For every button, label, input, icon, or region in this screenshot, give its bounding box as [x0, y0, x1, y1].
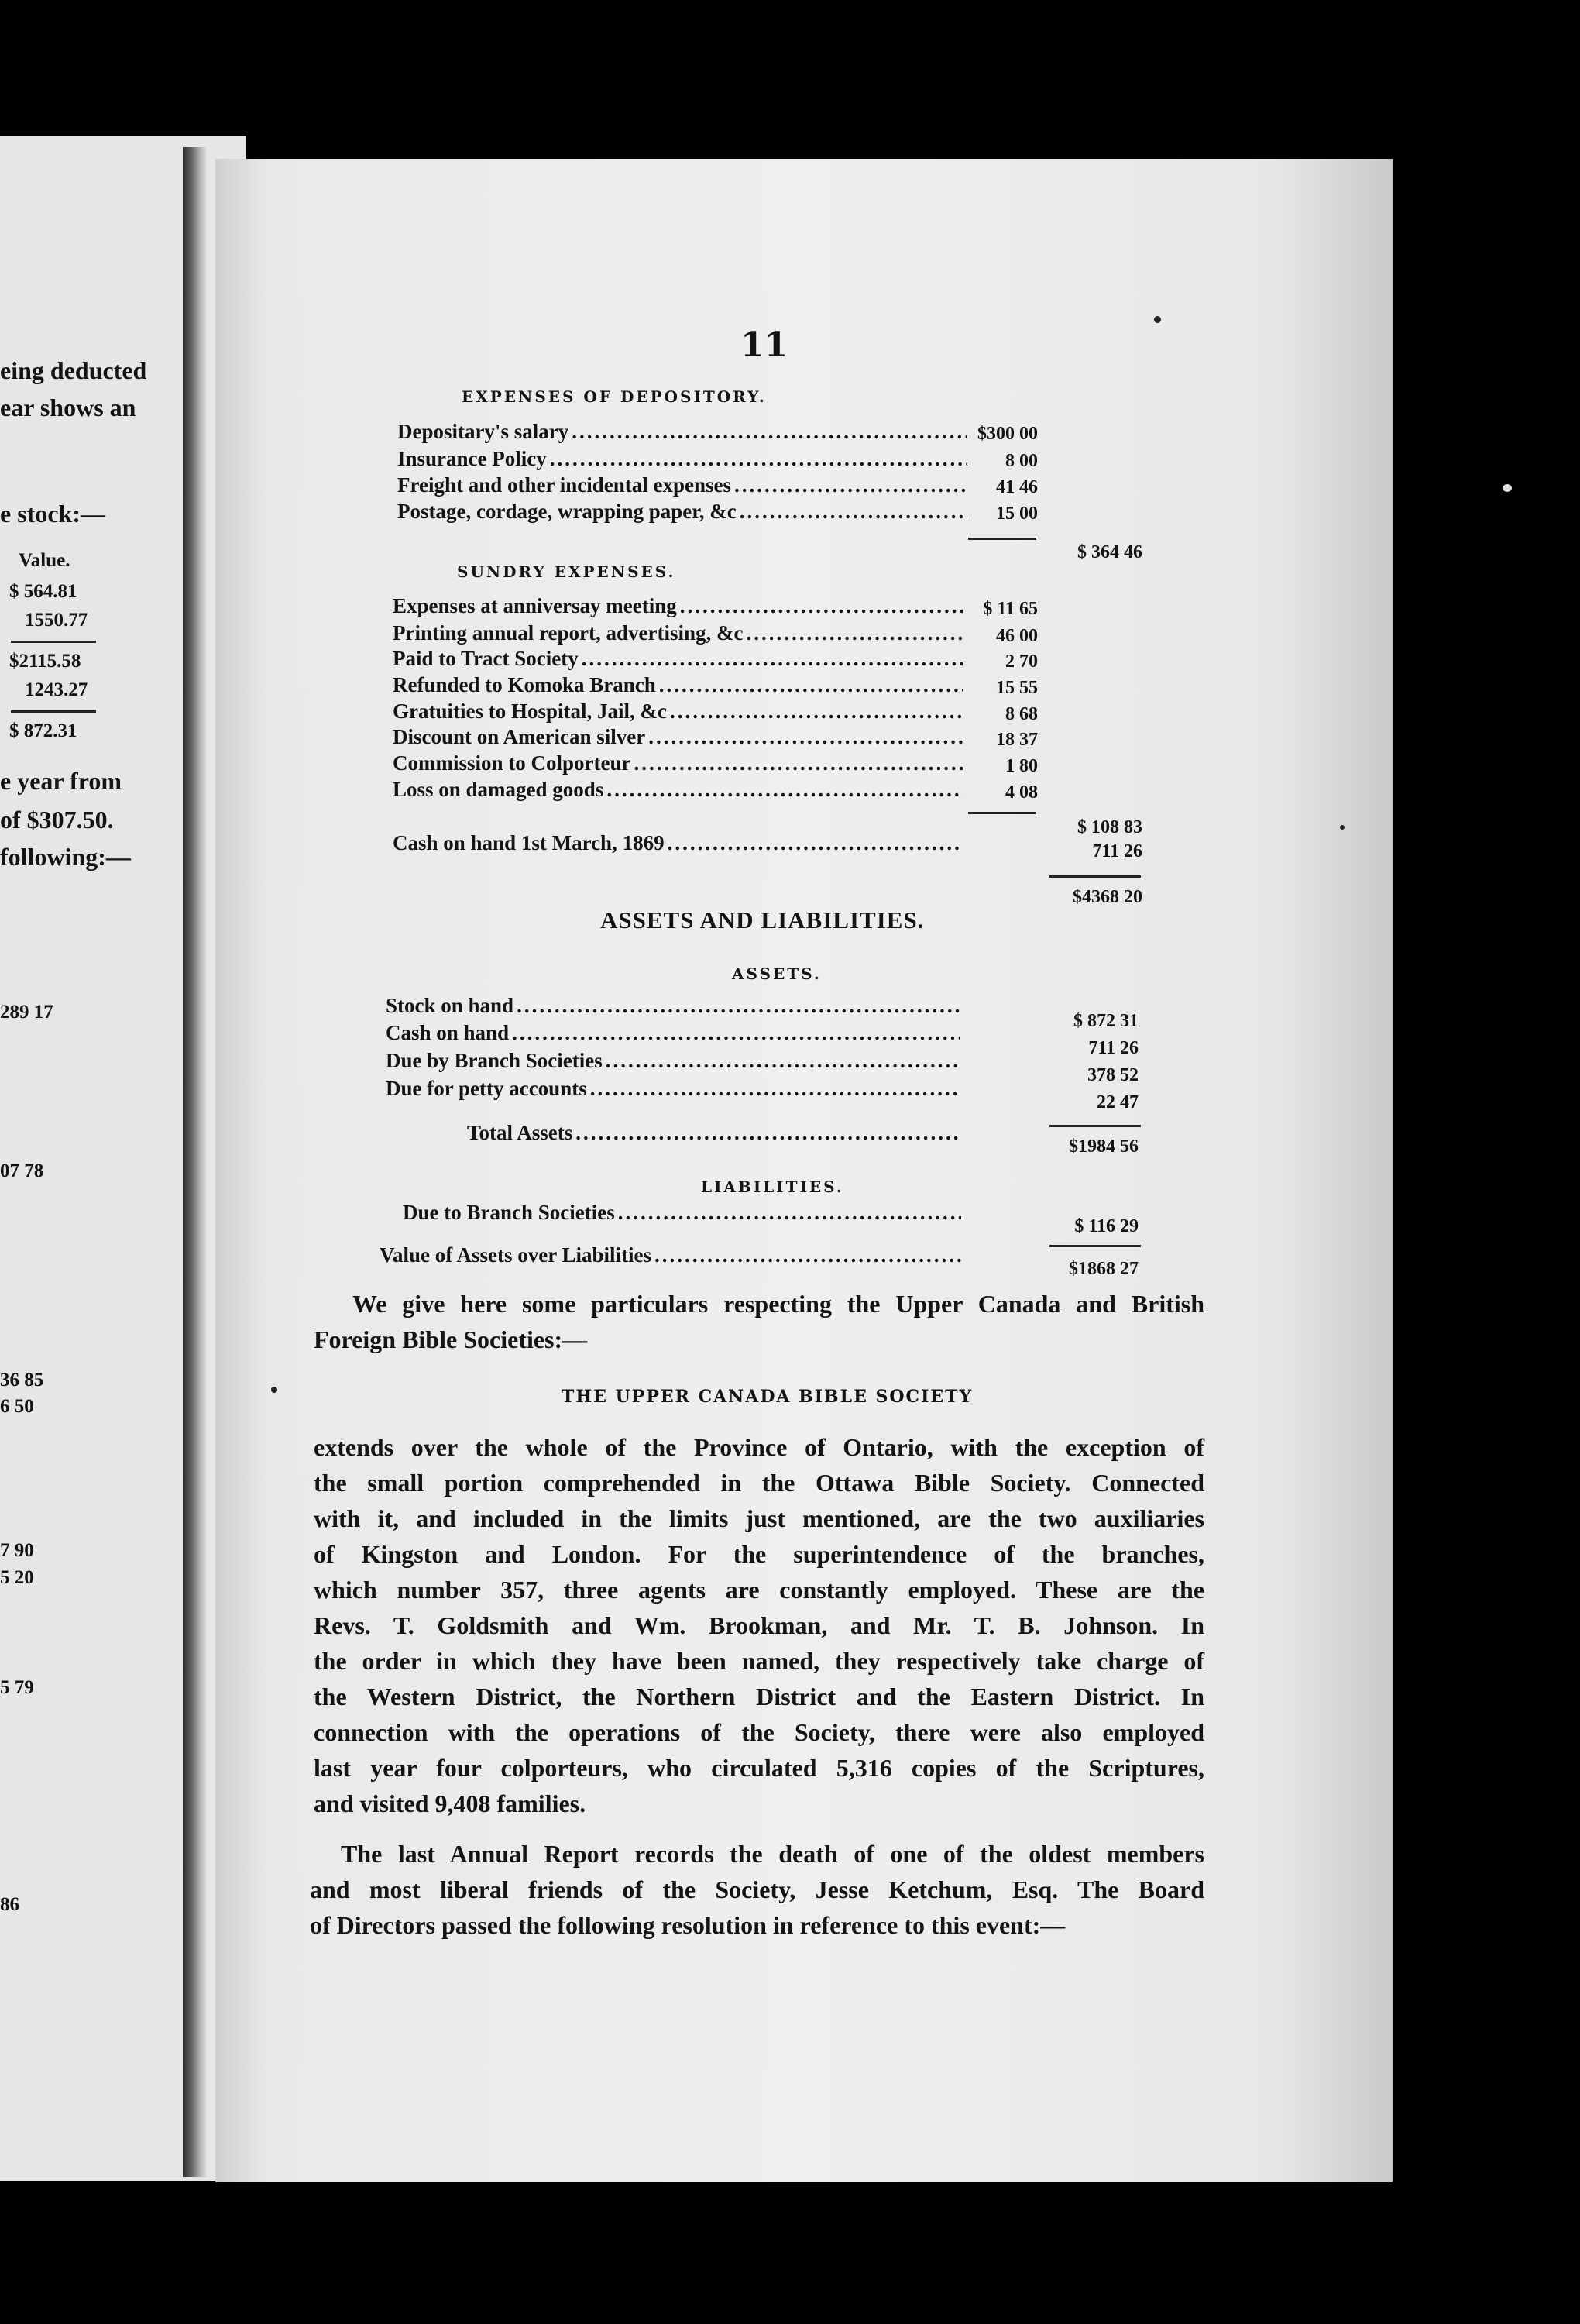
grand-total: $4368 20 — [1073, 887, 1142, 907]
prev-margin-number: 36 85 — [0, 1370, 44, 1391]
sum-rule — [968, 538, 1036, 540]
prev-value: $ 872.31 — [9, 720, 77, 741]
ledger-row: Due to Branch Societies ..... — [403, 1201, 964, 1225]
ledger-amount: 711 26 — [1088, 1038, 1139, 1058]
intro-paragraph: We give here some particulars respecting the Upper Canada and British Foreign Bible Societies:— — [314, 1290, 1204, 1353]
scan-border — [1393, 136, 1580, 2227]
ledger-amount: $ 872 31 — [1073, 1011, 1139, 1031]
prev-line: eing deducted — [0, 356, 147, 384]
prev-margin-number: 86 — [0, 1894, 19, 1915]
ledger-row-total: Total Assets ..... — [467, 1121, 963, 1145]
sum-rule — [1049, 875, 1141, 878]
prev-rule — [11, 710, 96, 713]
prev-rule — [11, 641, 96, 643]
society-paragraph: extends over the whole of the Province of Ontario, with the exception of the small portion comprehended in the Ottawa Bible Society. Connected with it, and included in the limits just mentioned, are the two auxiliaries of Kingston and London. For the superintendence of the branches, which number 357, three agents are constantly employed. These are the Revs. T. Goldsmith and Wm. Brookman, and Mr. T. B. Johnson. In the order in which they have been named, they respectively take charge of the Western District, the Northern District and the Eastern District. In connection with the operations of the Society, there were also employed last year four colporteurs, who circulated 5,316 copies of the Scriptures, and visited 9,408 families. — [314, 1433, 1204, 1817]
ledger-row: Freight and other incidental expenses ..... — [397, 473, 970, 497]
ledger-amount: 15 00 — [996, 504, 1038, 524]
prev-value: 1550.77 — [25, 610, 88, 631]
ledger-row: Due for petty accounts ..... — [386, 1077, 963, 1101]
ledger-amount: 8 68 — [1005, 704, 1038, 724]
ledger-row: Expenses at anniversay meeting ..... — [393, 594, 966, 618]
ledger-row: Printing annual report, advertising, &c ..... — [393, 621, 966, 645]
last-paragraph: The last Annual Report records the death of one of the oldest members and most liberal friends of the Society, Jesse Ketchum, Esq. The Board of Directors passed the following resolution in reference to this event:— — [310, 1840, 1204, 1939]
prev-value-header: Value. — [19, 550, 70, 571]
section-heading: EXPENSES OF DEPOSITORY. — [462, 387, 767, 406]
ledger-row: Loss on damaged goods ..... — [393, 778, 966, 802]
net-value-amount: $1868 27 — [1069, 1259, 1139, 1279]
ledger-row: Stock on hand ..... — [386, 994, 963, 1018]
ledger-row: Due by Branch Societies ..... — [386, 1049, 963, 1073]
prev-margin-number: 07 78 — [0, 1160, 44, 1181]
sum-rule — [1049, 1245, 1141, 1247]
ledger-amount: 1 80 — [1005, 756, 1038, 776]
prev-line: e stock:— — [0, 500, 105, 528]
scan-speck — [1154, 316, 1161, 323]
prev-value: 1243.27 — [25, 679, 88, 700]
ledger-row: Commission to Colporteur ..... — [393, 751, 966, 775]
ledger-row: Paid to Tract Society ..... — [393, 647, 966, 671]
section-heading: SUNDRY EXPENSES. — [457, 562, 676, 581]
society-heading: THE UPPER CANADA BIBLE SOCIETY — [562, 1387, 974, 1407]
ledger-amount: 46 00 — [996, 626, 1038, 646]
liabilities-heading: LIABILITIES. — [701, 1177, 844, 1196]
ledger-amount: $ 11 65 — [983, 599, 1038, 619]
ledger-row-net: Value of Assets over Liabilities ..... — [380, 1243, 964, 1267]
ledger-row: Refunded to Komoka Branch ..... — [393, 673, 966, 697]
prev-margin-number: 5 79 — [0, 1677, 34, 1698]
prev-line: following:— — [0, 843, 131, 871]
cash-amount: 711 26 — [1092, 841, 1142, 861]
prev-value: $ 564.81 — [9, 581, 77, 602]
prev-margin-number: 7 90 — [0, 1540, 34, 1561]
sum-rule — [1049, 1125, 1141, 1127]
section-total: $ 108 83 — [1077, 817, 1142, 837]
ledger-row: Discount on American silver ..... — [393, 725, 966, 749]
total-assets-amount: $1984 56 — [1069, 1136, 1139, 1157]
prev-line: ear shows an — [0, 394, 136, 421]
ledger-row-cash: Cash on hand 1st March, 1869 ..... — [393, 831, 966, 855]
ledger-row: Depositary's salary ..... — [397, 420, 970, 444]
ledger-amount: 4 08 — [1005, 782, 1038, 803]
ledger-amount: 8 00 — [1005, 451, 1038, 471]
prev-margin-number: 289 17 — [0, 1002, 53, 1023]
assets-liabilities-heading: ASSETS AND LIABILITIES. — [600, 906, 925, 933]
scan-speck — [271, 1387, 277, 1393]
ledger-amount: 2 70 — [1005, 651, 1038, 672]
prev-line: e year from — [0, 767, 122, 795]
ledger-row: Gratuities to Hospital, Jail, &c ..... — [393, 700, 966, 724]
ledger-row: Cash on hand ..... — [386, 1021, 963, 1045]
ledger-amount: 378 52 — [1087, 1065, 1139, 1085]
ledger-row: Insurance Policy ..... — [397, 447, 970, 471]
ledger-amount: $300 00 — [977, 424, 1038, 444]
prev-value: $2115.58 — [9, 651, 81, 672]
prev-margin-number: 5 20 — [0, 1567, 34, 1588]
prev-margin-number: 6 50 — [0, 1396, 34, 1417]
page-number: 11 — [740, 325, 788, 365]
book-gutter — [183, 147, 206, 2177]
assets-heading: ASSETS. — [732, 964, 822, 983]
previous-page-fragment — [0, 136, 246, 2181]
ledger-amount: 15 55 — [996, 678, 1038, 698]
scan-speck — [1503, 484, 1512, 492]
ledger-amount: 22 47 — [1097, 1092, 1139, 1112]
ledger-row: Postage, cordage, wrapping paper, &c ..... — [397, 500, 970, 524]
prev-line: of $307.50. — [0, 806, 114, 834]
scan-speck — [1340, 825, 1345, 830]
ledger-amount: $ 116 29 — [1074, 1216, 1139, 1236]
section-total: $ 364 46 — [1077, 542, 1142, 562]
sum-rule — [968, 812, 1036, 814]
ledger-amount: 41 46 — [996, 477, 1038, 497]
ledger-amount: 18 37 — [996, 730, 1038, 750]
